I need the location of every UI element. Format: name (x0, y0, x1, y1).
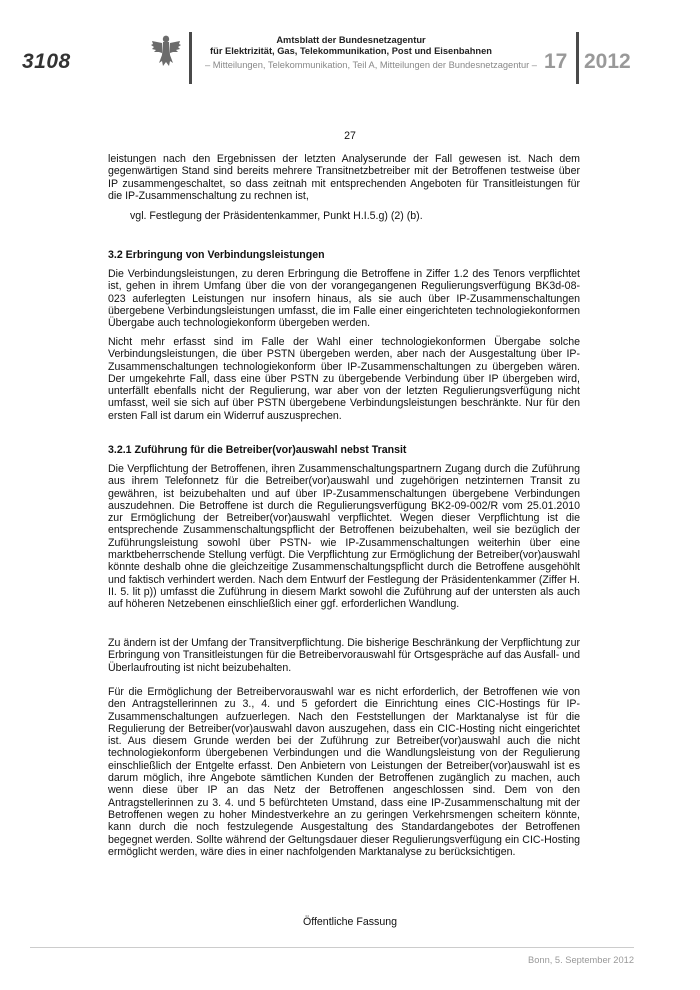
page-number: 3108 (22, 50, 71, 73)
document-page-number: 27 (344, 130, 356, 142)
gazette-subtitle: für Elektrizität, Gas, Telekommunikation, Post und Eisenbahnen (210, 46, 492, 56)
reference-line: vgl. Festlegung der Präsidentenkammer, Punkt H.I.5.g) (2) (b). (130, 210, 423, 222)
paragraph-3-2-1-a: Die Verpflichtung der Betroffenen, ihren Zusammenschaltungspartnern Zugang durch die Zuführung aus ihrem Telefonnetz für die Betreiber(vor)auswahl und zugehörigen netzinternen Transit zu gewähren, ist beizubehalten und auf über IP-Zusammenschaltungen übergebene Verbindungen auszudehnen. Die Betroffene ist durch die Regulierungsverfügung BK2-09-002/R vom 25.01.2010 zur Ermöglichung der Betreiber(vor)auswahl verpflichtet. Wegen dieser Verpflichtung ist die entsprechende Zusammenschaltungspflicht der Betroffenen beizubehalten, weil sie bezüglich der Zuführungsleistung sowohl über PSTN- wie IP-Zusammenschaltungen weiterhin über eine marktbeherrschende Stellung verfügt. Die Verpflichtung zur Ermöglichung der Betreiber(vor)auswahl könnte deshalb ohne die gleichzeitige Zusammenschaltungspflicht durch die Betroffene ausgehöhlt und faktisch verhindert werden. Nach dem Entwurf der Festlegung der Präsidentenkammer (Ziffer H. II. 5. lit p)) umfasst die Zuführung in diesem Markt sowohl die Zuführung auf der untersten als auch auf höheren Netzebenen einschließlich einer ggf. erforderlichen Wandlung. (108, 463, 580, 611)
heading-3-2: 3.2 Erbringung von Verbindungsleistungen (108, 249, 325, 261)
section-subtitle: – Mitteilungen, Telekommunikation, Teil A, Mitteilungen der Bundesnetzagentur – (205, 60, 537, 70)
gazette-title: Amtsblatt der Bundesnetzagentur (276, 35, 426, 45)
paragraph-3-2-1: Die Verbindungsleistungen, zu deren Erbringung die Betroffene in Ziffer 1.2 des Tenors verpflichtet ist, gehen in ihrem Umfang über die von der vorangegangenen Regulierungsverfügung BK3d-08-023 auferlegten Leistungen nur insofern hinaus, als sie auch über IP-Zusammenschaltungen übergebene Verbindungsleistungen umfasst, die im Falle einer eingerichteten technologiekonformen Übergabe auch technologiekonform übergeben werden. (108, 268, 580, 330)
paragraph-3-2-2: Nicht mehr erfasst sind im Falle der Wahl einer technologiekonformen Übergabe solche Verbindungsleistungen, die über PSTN übergeben werden, aber nach der Ausgestaltung über IP-Zusammenschaltungen technologiekonform über IP-Zusammenschaltungen zu übergeben wären. Der umgekehrte Fall, dass eine über PSTN zu übergebende Verbindung über IP übergeben wird, unterfällt ebenfalls nicht der Regulierung, war aber von der letzten Regulierungsverfügung nicht umfasst, weil sie sich auf über PSTN übergebene Verbindungsleistungen beschränkte. Nur für den ersten Fall ist darum ein Widerruf auszusprechen. (108, 336, 580, 422)
footer-place-date: Bonn, 5. September 2012 (528, 955, 634, 965)
header-divider (189, 32, 192, 84)
issue-divider (576, 32, 579, 84)
federal-eagle-icon (150, 33, 182, 69)
footer-divider (30, 947, 634, 948)
issue-number: 17 (544, 50, 568, 73)
issue-year: 2012 (584, 50, 631, 73)
paragraph-3-2-1-c: Für die Ermöglichung der Betreibervorauswahl war es nicht erforderlich, der Betroffenen wie von den Antragstellerinnen zu 3., 4. und 5 gefordert die Einrichtung eines CIC-Hostings für IP-Zusammenschaltungen aufzuerlegen. Nach den Feststellungen der Marktanalyse ist für die Regulierung der Betreiber(vor)auswahl davon auszugehen, dass ein CIC-Hosting nicht eingerichtet ist. Aus diesem Grunde werden bei der Zuführung zur Betreiber(vor)auswahl auch die nicht technologiekonform übergebenen Verbindungen und die Wandlungsleistung von der Regulierung einschließlich der Entgelte erfasst. Den Anbietern von Leistungen der Betreiber(vor)auswahl ist es darum möglich, ihre Angebote sämtlichen Kunden der Betroffenen zugänglich zu machen, auch wenn diese über IP an das Netz der Betroffenen angeschlossen sind. Dem von den Antragstellerinnen zu 3. 4. und 5 befürchteten Umstand, dass eine IP-Zusammenschaltung mit der Betroffenen wegen zu hoher Mindestverkehre an zu geringen Verkehrsmengen scheitern könnte, kann durch die noch festzulegende Ausgestaltung des Standardangebotes der Betroffenen begegnet werden. Sollte während der Geltungsdauer dieser Regulierungsverfügung ein CIC-Hosting ermöglicht werden, wäre dies in einer nachfolgenden Marktanalyse zu berücksichtigen. (108, 686, 580, 858)
heading-3-2-1: 3.2.1 Zuführung für die Betreiber(vor)auswahl nebst Transit (108, 444, 407, 456)
public-version-label: Öffentliche Fassung (302, 916, 398, 928)
paragraph-3-2-1-b: Zu ändern ist der Umfang der Transitverpflichtung. Die bisherige Beschränkung der Verpflichtung zur Erbringung von Transitleistungen für die Betreibervorauswahl für Ortsgespräche auf das Ausfall- und Überlaufrouting ist nicht beizubehalten. (108, 637, 580, 674)
paragraph-intro: leistungen nach den Ergebnissen der letzten Analyserunde der Fall gewesen ist. Nach dem gegenwärtigen Stand sind bereits mehrere Transitnetzbetreiber mit der Betroffenen testweise über IP zusammengeschaltet, so dass zeitnah mit entsprechenden Angeboten für Transitleistungen für die IP-Zusammenschaltung zu rechnen ist, (108, 153, 580, 202)
